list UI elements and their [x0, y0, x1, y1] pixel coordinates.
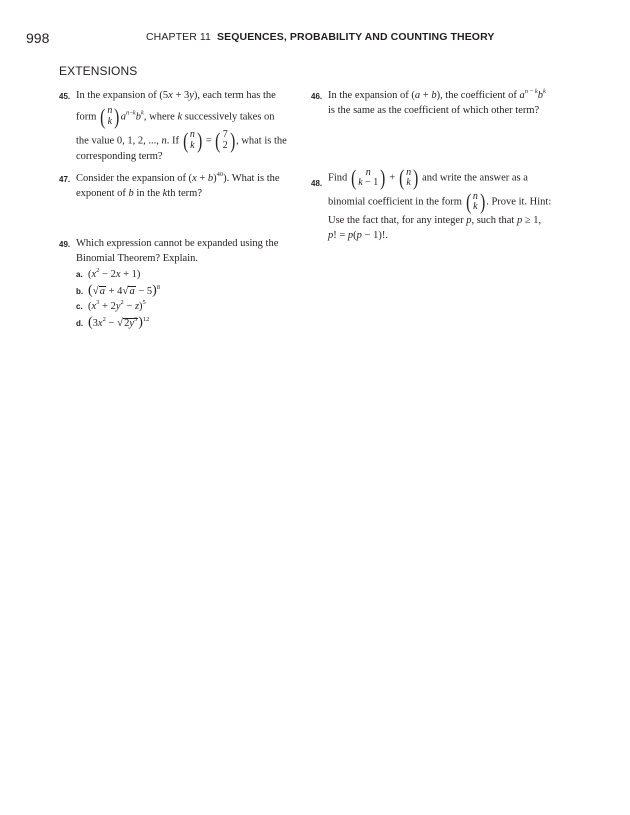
exercise-45-line-2: form ( n k ) $a^{n-k}b^k$, where k successively takes on — [76, 103, 275, 129]
chapter-title: SEQUENCES, PROBABILITY AND COUNTING THEORY — [217, 31, 495, 43]
exercise-47-line-1: Consider the expansion of $(x + b)^{40}$). What is the — [76, 171, 280, 184]
chapter-heading — [146, 31, 494, 43]
exercise-46-line-1: In the expansion of (a + b), the coefficient of $a^{n - k}b^k$ — [328, 88, 546, 101]
section-title: EXTENSIONS — [59, 64, 138, 78]
binomial-n-k: ( n k ) — [100, 103, 120, 129]
binomial-n-k: ( n k ) — [465, 189, 486, 214]
exercise-49-item-a: a. $(x^2 - 2x + 1)$ — [76, 267, 141, 281]
exercise-48-line-2: binomial coefficient in the form ( n k ) . Prove it. Hint: — [328, 189, 552, 214]
binomial-n-k: ( n k ) — [182, 127, 203, 153]
exercise-48-line-1: Find ( n k − 1 ) + ( n k ) and write the answer as a — [328, 165, 528, 190]
exercise-49-line-1: Which expression cannot be expanded using the — [76, 238, 279, 249]
exercise-number: 47. — [59, 175, 71, 184]
exercise-47 — [59, 171, 301, 201]
chapter-prefix: CHAPTER 11 — [146, 31, 211, 43]
page-header — [26, 30, 586, 46]
exercise-48-line-4: p! = p(p − 1)!. — [328, 229, 388, 241]
binomial-7-2: ( 7 2 ) — [215, 127, 235, 153]
exercise-45-line-4: corresponding term? — [76, 150, 163, 162]
exercise-48 — [311, 165, 568, 243]
page-number: 998 — [26, 30, 50, 46]
exercise-47-line-2: exponent of b in the kth term? — [76, 187, 202, 199]
exercise-number: 48. — [311, 179, 323, 188]
exercise-number: 49. — [59, 240, 71, 249]
exercise-45 — [59, 89, 301, 164]
binomial-n-k: ( n k ) — [398, 165, 419, 190]
exercise-49-item-b: b. $(√a + 4√a - 5)^8$ — [76, 282, 161, 298]
exercise-number: 46. — [311, 92, 323, 101]
exercise-48-line-3: Use the fact that, for any integer p, such that p ≥ 1, — [328, 215, 542, 226]
exercise-number: 45. — [59, 92, 71, 101]
exercise-45-line-3: the value 0, 1, 2, ..., n. If ( n k ) = ( 7 2 ) , what is the — [76, 127, 287, 153]
exercise-45-line-1: In the expansion of (5x + 3y), each term has the — [76, 90, 276, 101]
exercise-49-line-2: Binomial Theorem? Explain. — [76, 252, 198, 264]
binomial-n-k-minus-1: ( n k − 1 ) — [350, 165, 386, 190]
exercise-46 — [311, 88, 568, 118]
exercise-49-item-c: c. $(x^3 + 2y^2 - z)^5$ — [76, 299, 146, 313]
exercise-49 — [59, 237, 301, 332]
exercise-46-line-2: is the same as the coefficient of which other term? — [328, 104, 540, 116]
exercise-49-item-d: d. $(3x^2 - √2y^3)^{12}$ — [76, 314, 150, 330]
